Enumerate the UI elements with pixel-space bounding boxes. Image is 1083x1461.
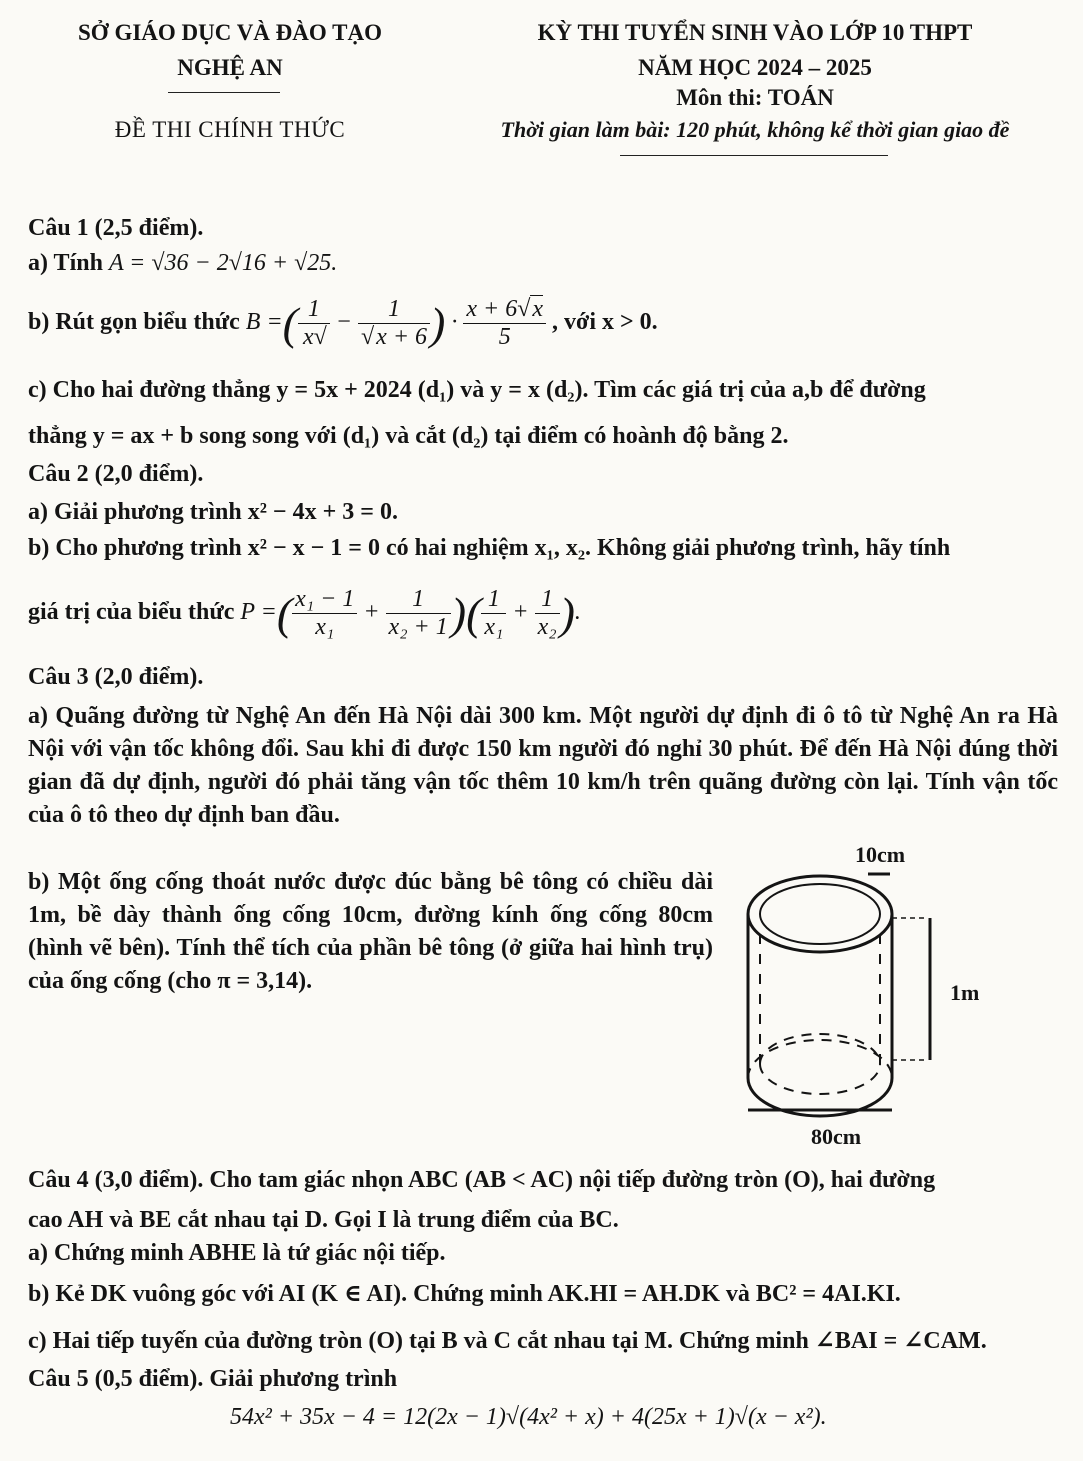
q1-b-expression: B =( $\frac{1}{x√}$ − $\frac{1}{√x + 6}$ ) · $\frac{x + 6√x}{5}$ <box>246 309 552 335</box>
q5-line1 <box>28 1366 397 1393</box>
cylinder-figure <box>720 838 980 1158</box>
fig-diameter-label: 80cm <box>810 1124 862 1149</box>
school-year: NĂM HỌC 2024 – 2025 <box>638 55 872 80</box>
header-right-rule <box>620 155 888 156</box>
q2-part-b-line2 <box>28 586 581 641</box>
header-left-rule <box>168 92 280 93</box>
department-name: SỞ GIÁO DỤC VÀ ĐÀO TẠO <box>78 20 382 45</box>
q1-a-label: a) Tính <box>28 250 103 276</box>
q2-part-a: a) Giải phương trình x² − 4x + 3 = 0. <box>28 499 398 525</box>
q2-title: Câu 2 (2,0 điểm). <box>28 461 204 487</box>
province-name: NGHỆ AN <box>177 55 283 80</box>
q2-b-label: giá trị của biểu thức <box>28 599 235 626</box>
exam-title: KỲ THI TUYỂN SINH VÀO LỚP 10 THPT <box>537 20 973 45</box>
q5-title: Câu 5 (0,5 điểm). <box>28 1366 204 1392</box>
q4-line1 <box>28 1167 935 1194</box>
q5-intro: Giải phương trình <box>203 1366 398 1392</box>
q4-intro-line2: cao AH và BE cắt nhau tại D. Gọi I là trung điểm của BC. <box>28 1207 619 1233</box>
time-allowed: Thời gian làm bài: 120 phút, không kể thời gian giao đề <box>500 117 1010 142</box>
q3-part-a: a) Quãng đường từ Nghệ An đến Hà Nội dài 300 km. Một người dự định đi ô tô từ Nghệ An ra Hà Nội với vận tốc không đổi. Sau khi đi được 150 km người đó nghỉ 30 phút. Để đến Hà Nội đúng thời gian đã dự định, người đó phải tăng vận tốc thêm 10 km/h trên quãng đường còn lại. Tính vận tốc của ô tô theo dự định ban đầu. <box>28 703 1058 828</box>
q4-part-b: b) Kẻ DK vuông góc với AI (K ∈ AI). Chứng minh AK.HI = AH.DK và BC² = 4AI.KI. <box>28 1281 901 1307</box>
q2-part-b-line1: b) Cho phương trình x² − x − 1 = 0 có hai nghiệm x₁, x₂. Không giải phương trình, hãy tính <box>28 535 951 561</box>
q4-title: Câu 4 (3,0 điểm). <box>28 1167 204 1193</box>
q4-intro-line1: Cho tam giác nhọn ABC (AB < AC) nội tiếp đường tròn (O), hai đường <box>203 1167 936 1193</box>
cylinder-diagram <box>720 838 980 1158</box>
q1-title: Câu 1 (2,5 điểm). <box>28 215 204 241</box>
q5-equation: 54x² + 35x − 4 = 12(2x − 1)√(4x² + x) + 4(25x + 1)√(x − x²). <box>230 1404 827 1430</box>
q1-b-label: b) Rút gọn biểu thức <box>28 309 240 336</box>
fig-length-label: 1m <box>950 980 980 1005</box>
q3-title: Câu 3 (2,0 điểm). <box>28 664 204 690</box>
q1-a-expression: A = √36 − 2√16 + √25. <box>108 250 338 276</box>
q3-part-b: b) Một ống cống thoát nước được đúc bằng bê tông có chiều dài 1m, bề dày thành ống cống 10cm, đường kính ống cống 80cm (hình vẽ bên). Tính thể tích của phần bê tông (ở giữa hai hình trụ) của ống cống (cho π = 3,14). <box>28 869 713 994</box>
subject: Môn thi: TOÁN <box>676 85 834 110</box>
q1-b-condition: , với x > 0. <box>552 309 658 336</box>
q1-part-c-line1: c) Cho hai đường thẳng y = 5x + 2024 (d₁) và y = x (d₂). Tìm các giá trị của a,b để đường <box>28 377 926 403</box>
q4-part-c: c) Hai tiếp tuyến của đường tròn (O) tại B và C cắt nhau tại M. Chứng minh ∠BAI = ∠CAM. <box>28 1328 987 1354</box>
official-exam-label: ĐỀ THI CHÍNH THỨC <box>114 117 346 142</box>
q1-part-a <box>28 250 337 277</box>
q1-part-b <box>28 296 658 351</box>
fig-thickness-label: 10cm <box>854 842 906 867</box>
q2-b-expression: P =( $\frac{\text{x₁ − 1}}{\text{x₁}}$ + $\frac{1}{\text{x₂ + 1}}$ )( $\frac{1}{\text{x₁}}$ + $\frac{1}{\text{x₂}}$ ). <box>240 586 581 640</box>
q1-part-c-line2: thẳng y = ax + b song song với (d₁) và cắt (d₂) tại điểm có hoành độ bằng 2. <box>28 423 789 449</box>
q4-part-a: a) Chứng minh ABHE là tứ giác nội tiếp. <box>28 1240 446 1266</box>
